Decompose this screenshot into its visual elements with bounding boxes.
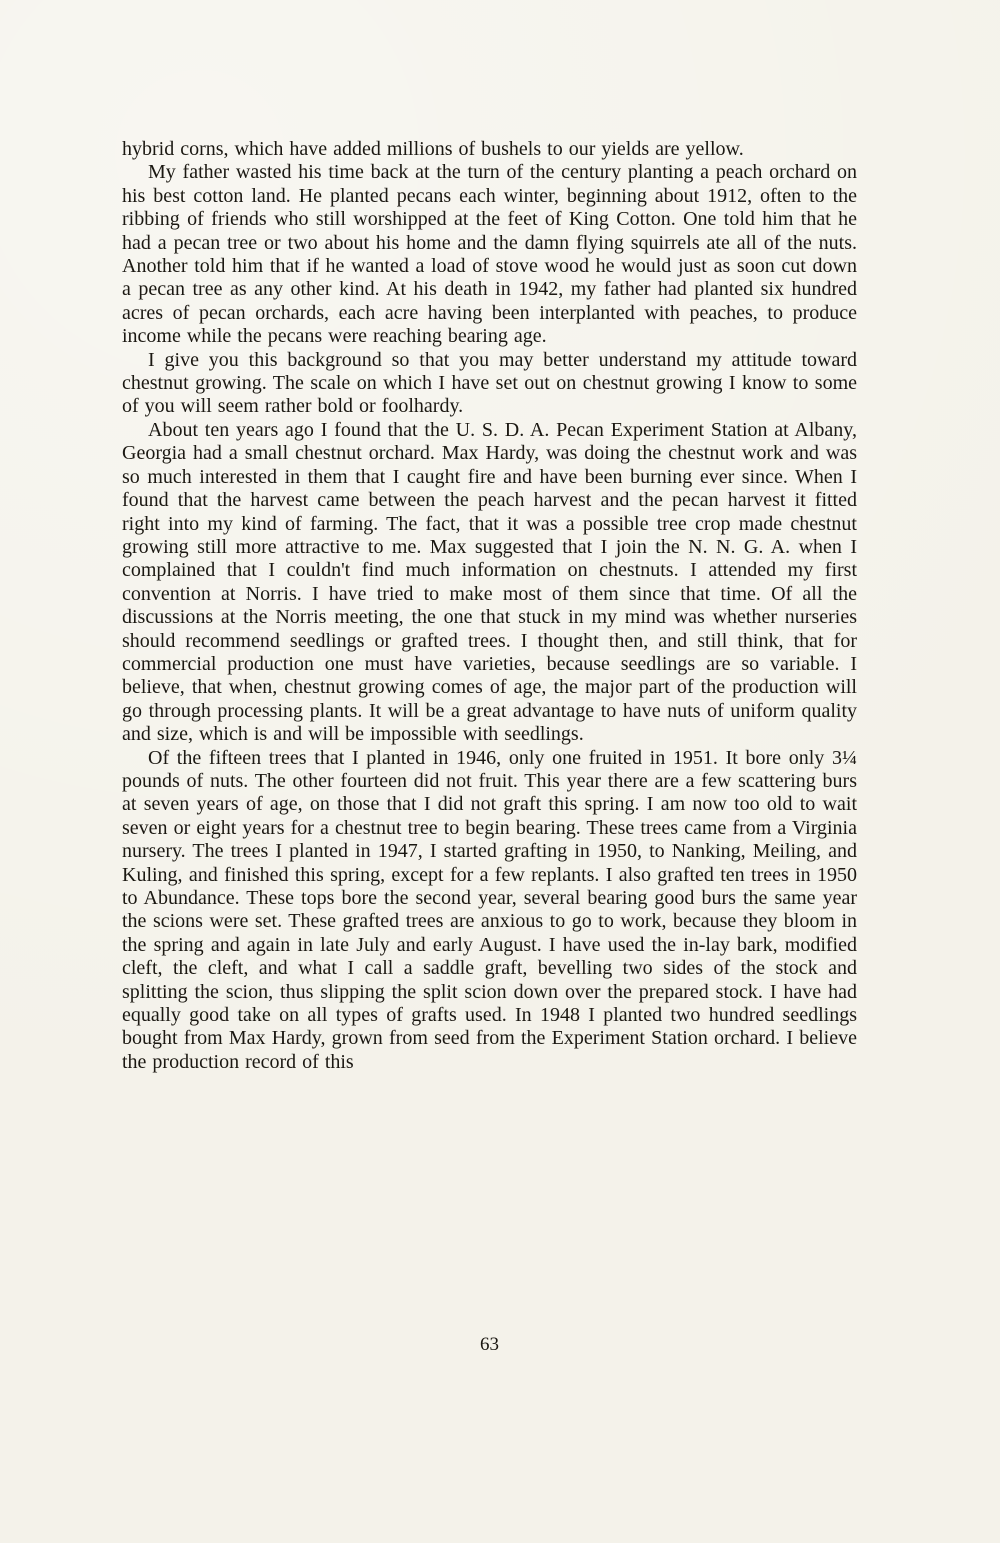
paragraph: I give you this background so that you may better understand my attitude toward chestnut growing. The scale on which I have set out on chestnut growing I know to some of you will seem rather bold or foolhardy.: [122, 348, 857, 418]
page-number: 63: [480, 1334, 499, 1355]
paragraph: About ten years ago I found that the U. S. D. A. Pecan Experiment Station at Albany, Georgia had a small chestnut orchard. Max Hardy, was doing the chestnut work and was so much interested in them that I caught fire and have been burning ever since. When I found that the harvest came between the peach harvest and the pecan harvest it fitted right into my kind of farming. The fact, that it was a possible tree crop made chestnut growing still more attractive to me. Max suggested that I join the N. N. G. A. when I complained that I couldn't find much information on chestnuts. I attended my first convention at Norris. I have tried to make most of them since that time. Of all the discussions at the Norris meeting, the one that stuck in my mind was whether nurseries should recommend seedlings or grafted trees. I thought then, and still think, that for commercial production one must have varieties, because seedlings are so variable. I believe, that when, chestnut growing comes of age, the major part of the production will go through processing plants. It will be a great advantage to have nuts of uniform quality and size, which is and will be impossible with seedlings.: [122, 418, 857, 746]
paragraph: Of the fifteen trees that I planted in 1946, only one fruited in 1951. It bore only 3¼ pounds of nuts. The other fourteen did not fruit. This year there are a few scattering burs at seven years of age, on those that I did not graft this spring. I am now too old to wait seven or eight years for a chestnut tree to begin bearing. These trees came from a Virginia nursery. The trees I planted in 1947, I started grafting in 1950, to Nanking, Meiling, and Kuling, and finished this spring, except for a few replants. I also grafted ten trees in 1950 to Abundance. These tops bore the second year, several bearing good burs the same year the scions were set. These grafted trees are anxious to go to work, because they bloom in the spring and again in late July and early August. I have used the in-lay bark, modified cleft, the cleft, and what I call a saddle graft, bevelling two sides of the stock and splitting the scion, thus slipping the split scion down over the prepared stock. I have had equally good take on all types of grafts used. In 1948 I planted two hundred seedlings bought from Max Hardy, grown from seed from the Experiment Station orchard. I believe the production record of this: [122, 746, 857, 1073]
body-text: [122, 138, 857, 1074]
paragraph: My father wasted his time back at the turn of the century planting a peach orchard on his best cotton land. He planted pecans each winter, beginning about 1912, often to the ribbing of friends who still worshipped at the feet of King Cotton. One told him that he had a pecan tree or two about his home and the damn flying squirrels ate all of the nuts. Another told him that if he wanted a load of stove wood he would just as soon cut down a pecan tree as any other kind. At his death in 1942, my father had planted six hundred acres of pecan orchards, each acre having been interplanted with peaches, to produce income while the pecans were reaching bearing age.: [122, 161, 857, 348]
paragraph-continuation: hybrid corns, which have added millions of bushels to our yields are yellow.: [122, 138, 744, 160]
